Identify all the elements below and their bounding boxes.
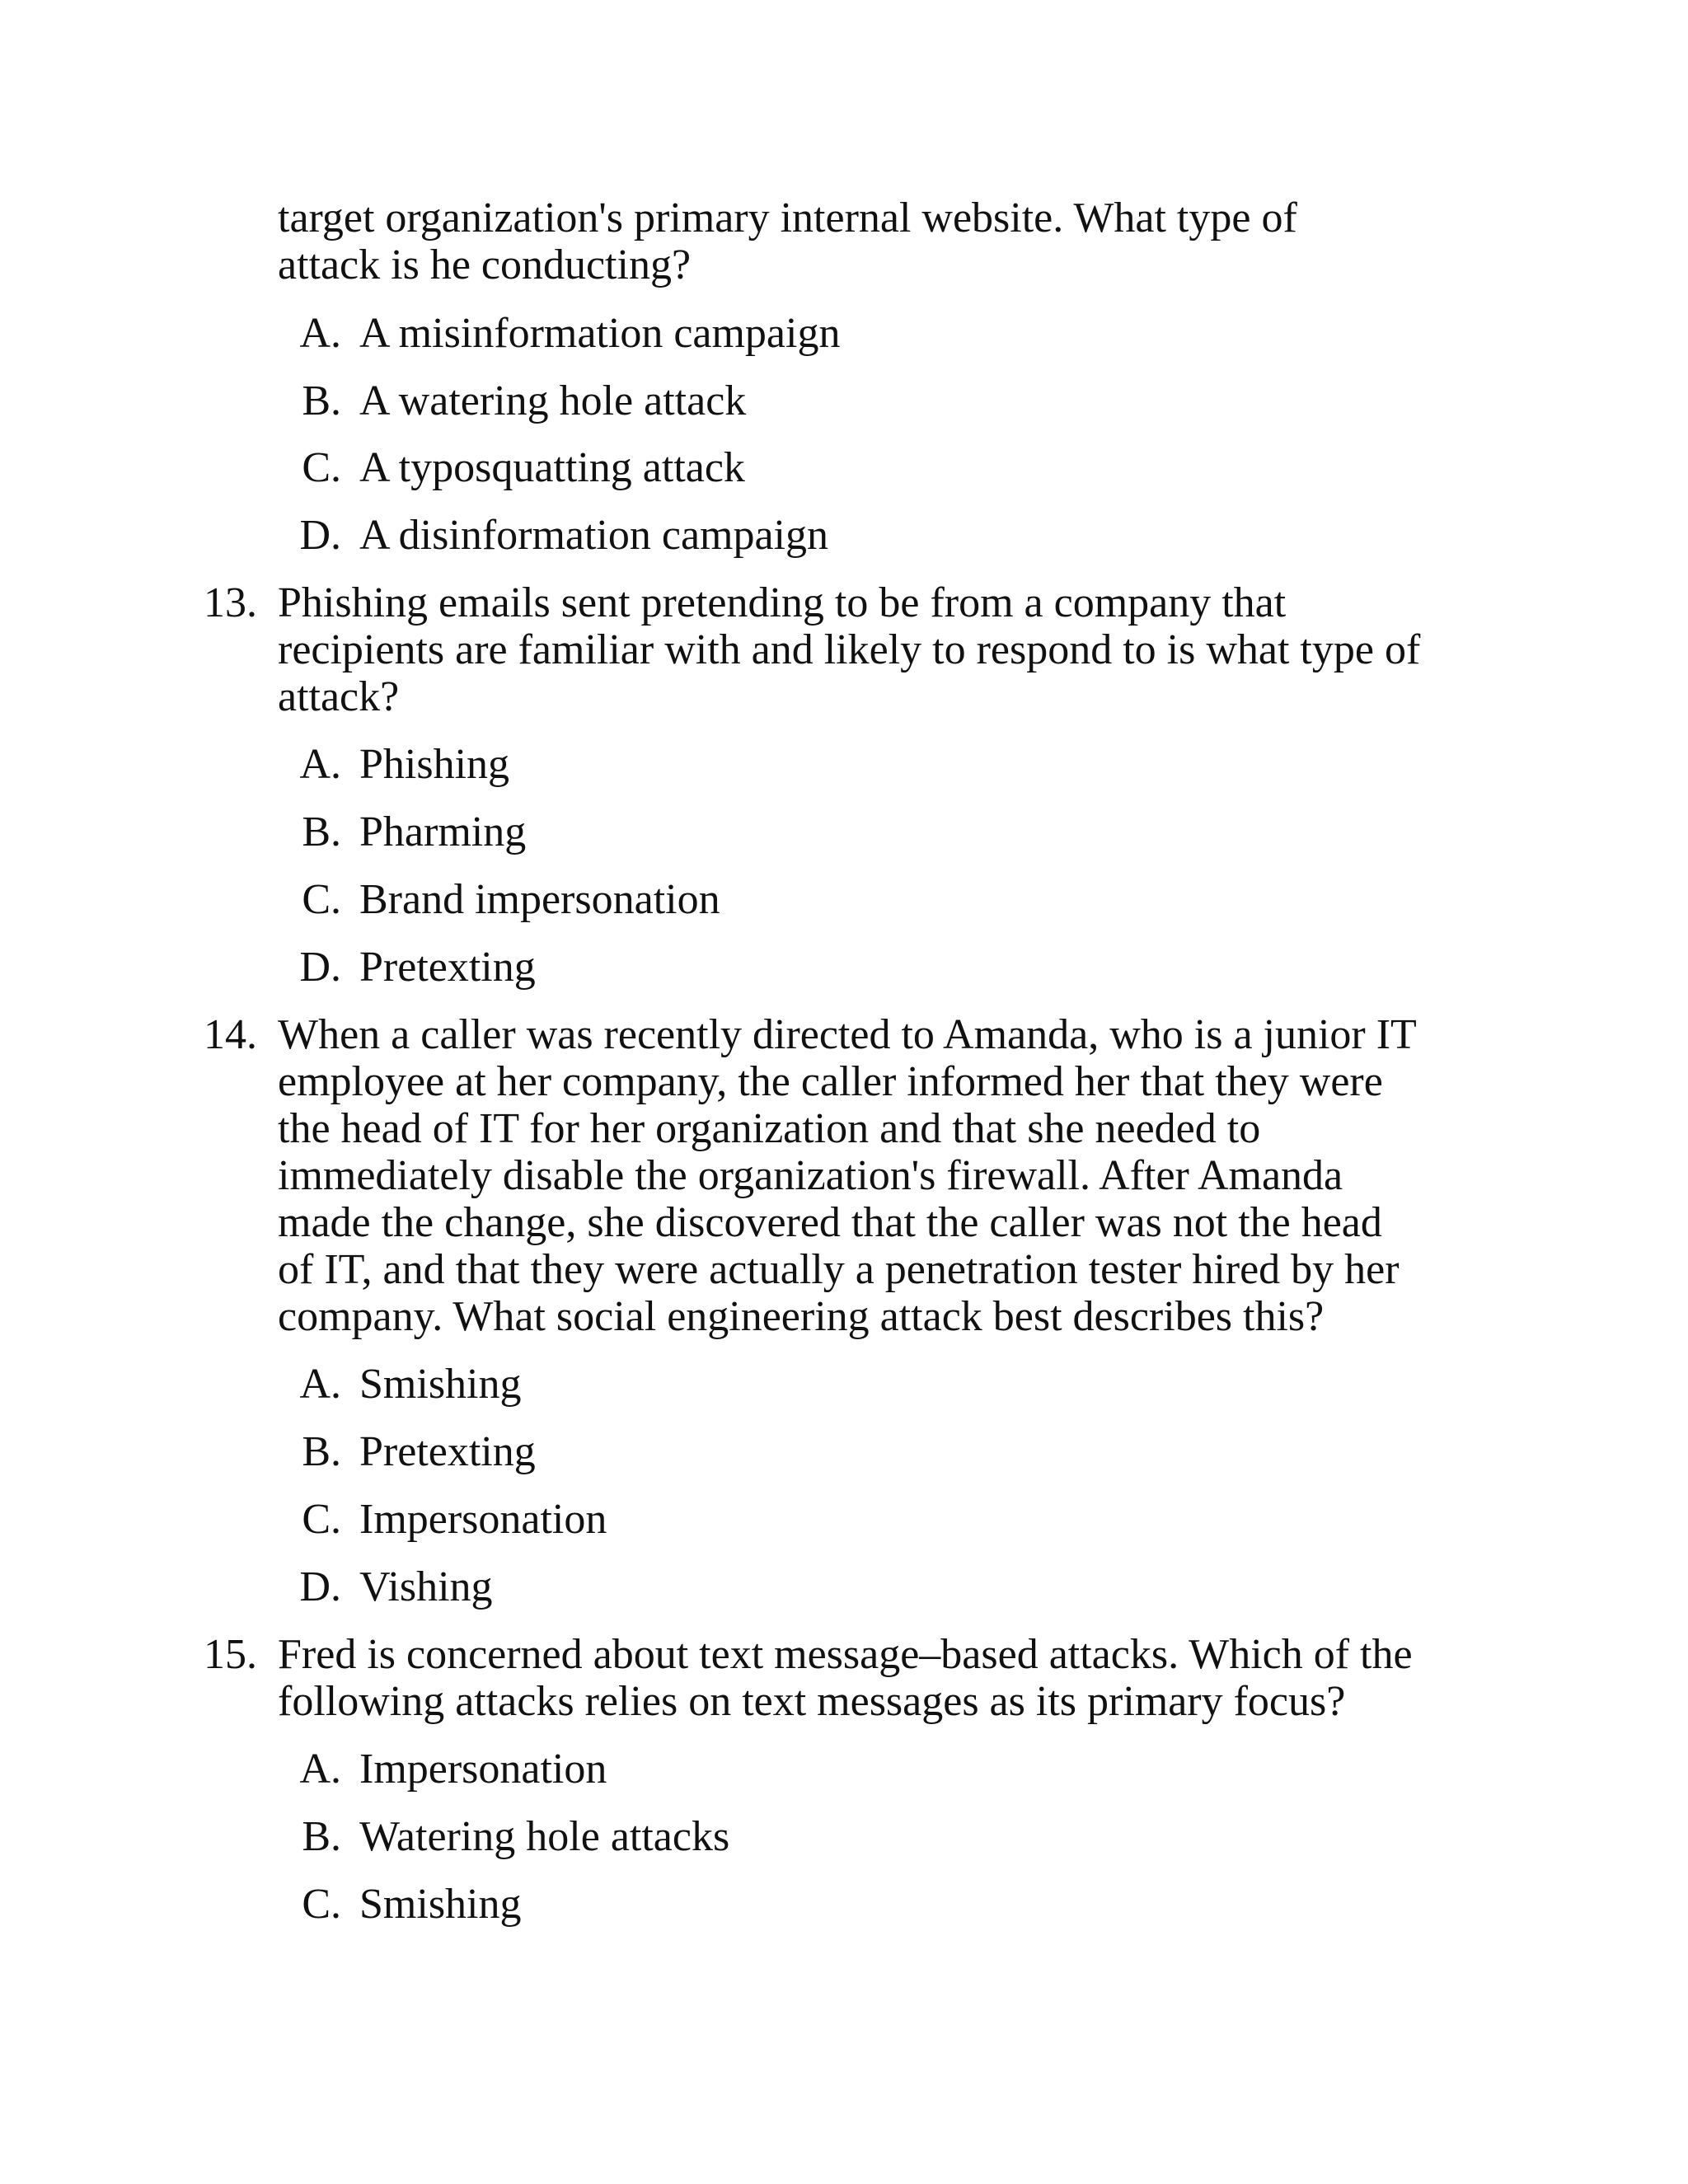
question-stem-line: recipients are familiar with and likely to respond to is what type of [278, 626, 1421, 673]
option-letter: C. [302, 876, 341, 923]
option-letter: A. [299, 1361, 341, 1408]
question-stem-line: When a caller was recently directed to Amanda, who is a junior IT [278, 1011, 1417, 1058]
option-text: A watering hole attack [359, 377, 747, 424]
question-stem-line: Phishing emails sent pretending to be from a company that [278, 579, 1287, 626]
option-text: A misinformation campaign [359, 310, 841, 357]
option-text: Brand impersonation [359, 876, 720, 923]
option-text: A disinformation campaign [359, 512, 829, 559]
option-letter: C. [302, 1881, 341, 1928]
option-text: Vishing [359, 1563, 493, 1610]
option-text: Impersonation [359, 1746, 607, 1793]
option-text: Phishing [359, 741, 510, 788]
question-number: 15. [204, 1631, 257, 1678]
option-text: Pharming [359, 808, 527, 855]
question-stem-line: attack is he conducting? [278, 241, 692, 288]
question-stem-line: the head of IT for her organization and that she needed to [278, 1105, 1261, 1152]
option-letter: C. [302, 1496, 341, 1543]
question-stem-line: Fred is concerned about text message–based attacks. Which of the [278, 1631, 1413, 1678]
option-text: Pretexting [359, 1428, 536, 1475]
question-number: 14. [204, 1011, 257, 1058]
question-stem-line: of IT, and that they were actually a penetration tester hired by her [278, 1246, 1400, 1293]
question-stem-line: attack? [278, 673, 400, 720]
question-stem-line: following attacks relies on text messages as its primary focus? [278, 1678, 1346, 1725]
option-text: A typosquatting attack [359, 444, 745, 491]
option-letter: A. [299, 1746, 341, 1793]
option-text: Smishing [359, 1361, 522, 1408]
question-stem-line: immediately disable the organization's firewall. After Amanda [278, 1152, 1343, 1199]
option-letter: B. [302, 1813, 341, 1860]
option-letter: D. [299, 512, 341, 559]
option-text: Pretexting [359, 944, 536, 991]
question-stem-line: employee at her company, the caller informed her that they were [278, 1058, 1383, 1105]
question-stem-line: target organization's primary internal website. What type of [278, 194, 1297, 241]
question-stem-line: made the change, she discovered that the caller was not the head [278, 1199, 1382, 1246]
option-letter: B. [302, 1428, 341, 1475]
option-text: Impersonation [359, 1496, 607, 1543]
question-stem-line: company. What social engineering attack best describes this? [278, 1293, 1325, 1340]
option-letter: B. [302, 808, 341, 855]
option-letter: C. [302, 444, 341, 491]
option-letter: A. [299, 741, 341, 788]
option-text: Smishing [359, 1881, 522, 1928]
question-number: 13. [204, 579, 257, 626]
option-letter: B. [302, 377, 341, 424]
option-letter: A. [299, 310, 341, 357]
option-letter: D. [299, 1563, 341, 1610]
option-text: Watering hole attacks [359, 1813, 730, 1860]
option-letter: D. [299, 944, 341, 991]
